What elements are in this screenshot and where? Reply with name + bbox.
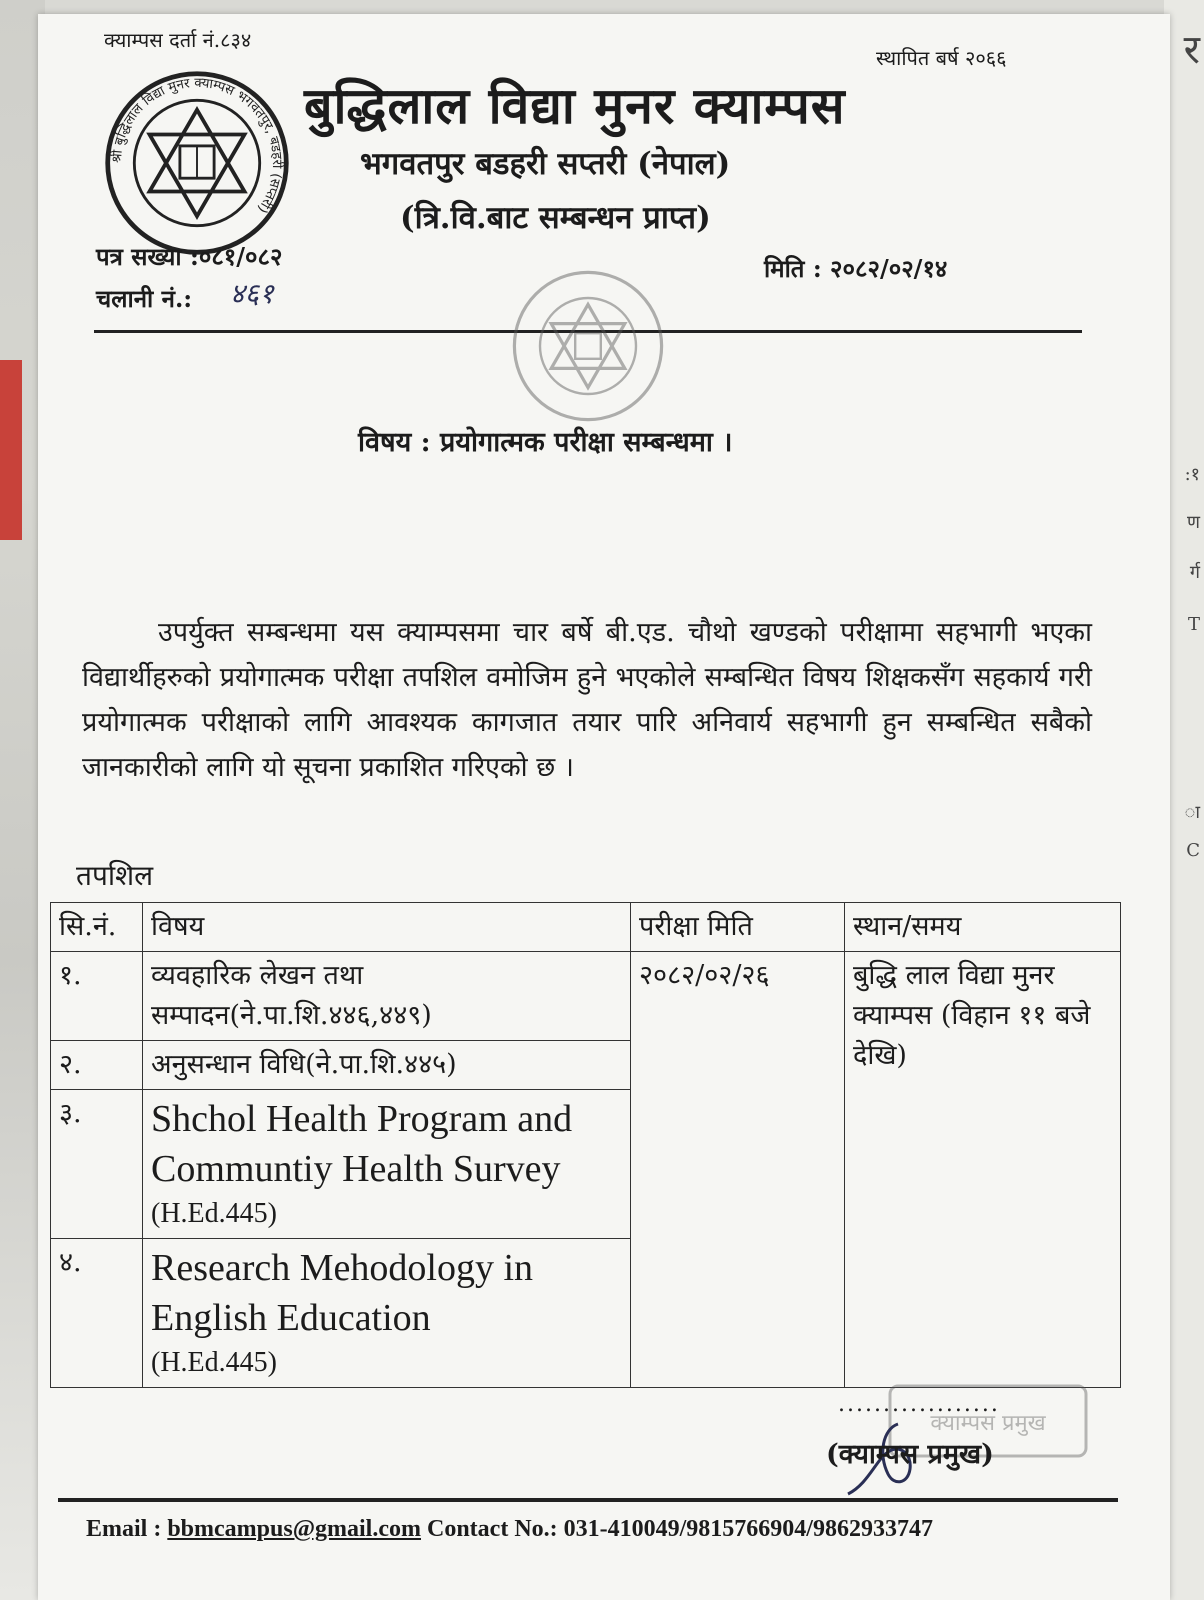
established-year: स्थापित बर्ष २०६६ bbox=[876, 46, 1007, 70]
notice-paper bbox=[38, 14, 1170, 1600]
header-serial: सि.नं. bbox=[51, 903, 143, 952]
signature-line: .................. bbox=[838, 1392, 1000, 1417]
notice-body bbox=[82, 610, 1092, 790]
row-serial: ३. bbox=[51, 1090, 143, 1239]
exam-date-cell: २०८२/०२/२६ bbox=[631, 952, 845, 1388]
row-subject-code: (H.Ed.445) bbox=[151, 1198, 277, 1229]
row-subject bbox=[143, 1090, 631, 1239]
edge-mark: ा bbox=[1184, 802, 1200, 823]
notice-body-text: उपर्युक्त सम्बन्धमा यस क्याम्पसमा चार बर्षे बी.एड. चौथो खण्डको परीक्षामा सहभागी भएका विद्यार्थीहरुको प्रयोगात्मक परीक्षा तपशिल वमोजिम हुने भएकोले सम्बन्धित विषय शिक्षकसँग सहकार्य गरी प्रयोगात्मक परीक्षाको लागि आवश्यक कागजात तयार पारि अनिवार्य सहभागी हुन सम्बन्धित सबैको जानकारीको लागि यो सूचना प्रकाशित गरिएको छ । bbox=[82, 617, 1092, 783]
email-address: bbmcampus@gmail.com bbox=[167, 1516, 421, 1542]
row-serial: ४. bbox=[51, 1239, 143, 1388]
exam-schedule-table bbox=[50, 902, 1121, 1388]
row-subject: अनुसन्धान विधि(ने.पा.शि.४४५) bbox=[143, 1041, 631, 1090]
svg-text:क्याम्पस प्रमुख: क्याम्पस प्रमुख bbox=[930, 1411, 1046, 1436]
edge-mark: ण bbox=[1186, 512, 1200, 533]
watermark-seal bbox=[508, 266, 668, 426]
background-right bbox=[1164, 0, 1204, 1600]
row-subject-code: (H.Ed.445) bbox=[151, 1347, 277, 1378]
row-subject bbox=[143, 1239, 631, 1388]
svg-text:श्री बुद्धिलाल विद्या मुनर क्य: श्री बुद्धिलाल विद्या मुनर क्याम्पस भगवतपुर, बडहरी (सप्तरी) bbox=[109, 75, 285, 216]
row-subject-text: Research Mehodology in English Education bbox=[151, 1247, 534, 1339]
campus-chief-title: (क्याम्पस प्रमुख) bbox=[826, 1439, 994, 1470]
email-label: Email : bbox=[86, 1516, 168, 1542]
details-heading: तपशिल bbox=[76, 859, 154, 892]
campus-address: भगवतपुर बडहरी सप्तरी (नेपाल) bbox=[360, 146, 731, 182]
edge-mark: :१ bbox=[1184, 464, 1200, 485]
header-subject: विषय bbox=[143, 903, 631, 952]
row-subject-text: Shchol Health Program and Communtiy Health Survey bbox=[151, 1098, 573, 1190]
edge-mark: र्ग bbox=[1189, 562, 1200, 583]
row-subject: व्यवहारिक लेखन तथा सम्पादन(ने.पा.शि.४४६,४४९) bbox=[143, 952, 631, 1041]
row-serial: २. bbox=[51, 1041, 143, 1090]
header-venue-time: स्थान/समय bbox=[845, 903, 1121, 952]
dispatch-number-handwritten: ४६१ bbox=[230, 277, 274, 310]
venue-time-cell: बुद्धि लाल विद्या मुनर क्याम्पस (विहान ११ बजे देखि) bbox=[845, 952, 1121, 1388]
campus-affiliation: (त्रि.वि.बाट सम्बन्धन प्राप्त) bbox=[400, 200, 711, 236]
header-exam-date: परीक्षा मिति bbox=[631, 903, 845, 952]
letter-date: मिति : २०८२/०२/१४ bbox=[764, 254, 948, 283]
campus-name: बुद्धिलाल विद्या मुनर क्याम्पस bbox=[304, 76, 846, 135]
notice-subject: विषय : प्रयोगात्मक परीक्षा सम्बन्धमा । bbox=[358, 427, 733, 458]
edge-mark: र bbox=[1183, 27, 1200, 73]
footer-contact bbox=[86, 1516, 933, 1543]
edge-mark: T bbox=[1187, 614, 1200, 635]
contact-numbers: Contact No.: 031-410049/9815766904/9862933747 bbox=[421, 1516, 933, 1542]
background-red-object bbox=[0, 360, 22, 540]
row-serial: १. bbox=[51, 952, 143, 1041]
dispatch-label: चलानी नं.: bbox=[96, 284, 193, 313]
edge-mark: C bbox=[1186, 840, 1200, 861]
campus-seal-logo bbox=[102, 68, 292, 258]
table-header-row bbox=[51, 903, 1121, 952]
campus-registration: क्याम्पस दर्ता नं.८३४ bbox=[104, 28, 252, 52]
footer-divider bbox=[58, 1498, 1118, 1502]
table-row bbox=[51, 952, 1121, 1041]
letter-number: पत्र सख्या :०८१/०८२ bbox=[96, 242, 283, 271]
